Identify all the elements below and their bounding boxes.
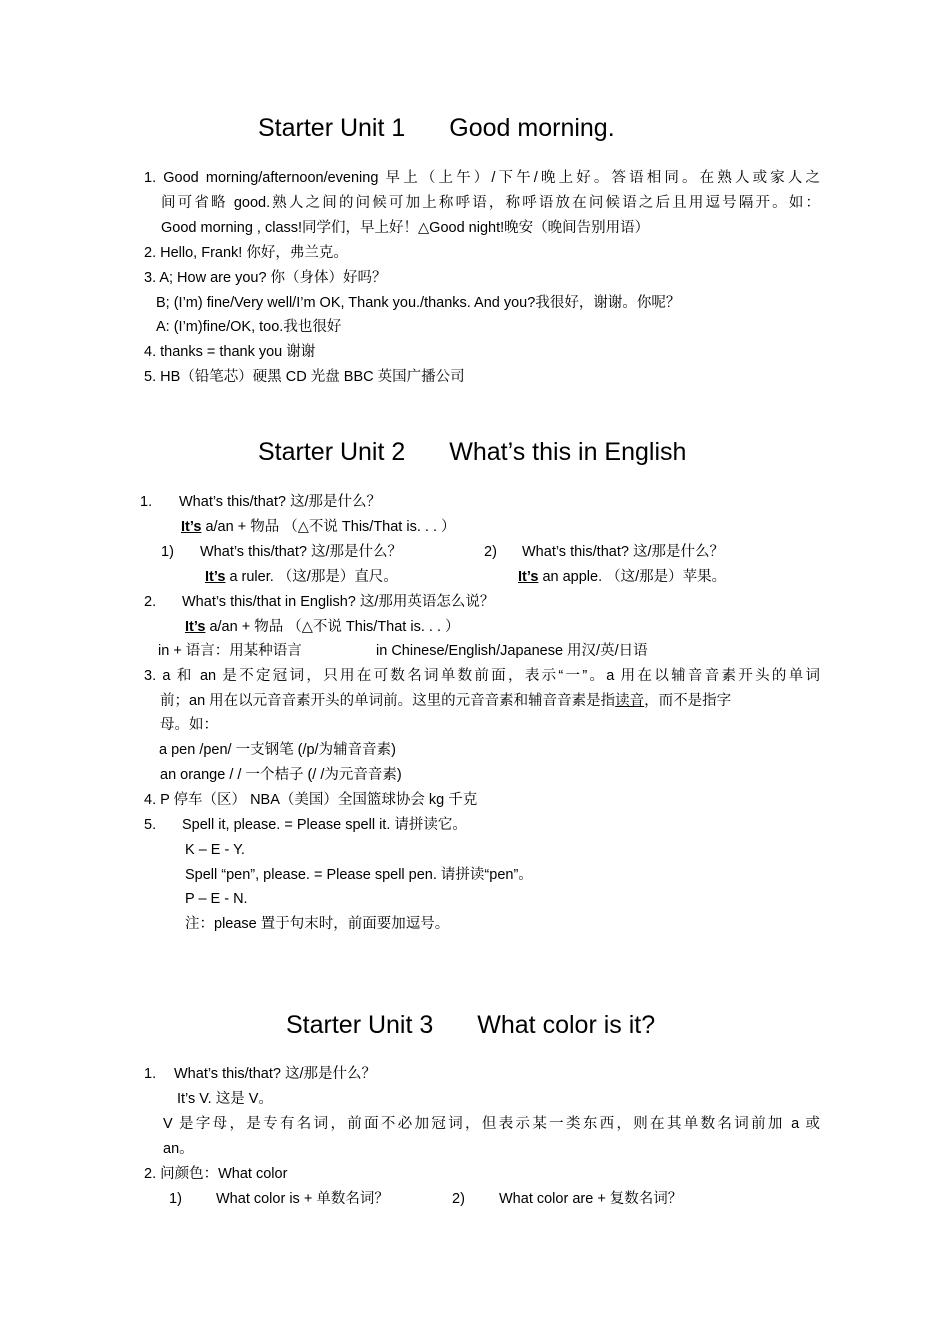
unit2-ex1: What’s this/that? 这/那是什么？: [200, 544, 402, 560]
unit2-p4: 4. P 停车（区） NBA（美国）全国篮球协会 kg 千克: [144, 792, 478, 808]
unit2-ex1-number: 1): [161, 544, 174, 560]
unit2-ex1-answer-text: a ruler. （这/那是）直尺。: [225, 569, 398, 585]
unit2-in-language-examples: in Chinese/English/Japanese 用汉/英/日语: [376, 643, 648, 659]
unit3-c2: What color are + 复数名词？: [499, 1191, 683, 1207]
unit2-q5-number: 5.: [144, 817, 157, 833]
unit1-item-3-a: A: (I’m)fine/OK, too.我也很好: [156, 319, 342, 335]
unit2-ex2-number: 2): [484, 544, 497, 560]
unit2-ex1-answer: [205, 567, 398, 587]
unit2-q5: Spell it, please. = Please spell it. 请拼读它。: [182, 817, 467, 833]
unit2-p3-line3: 母。如：: [160, 717, 218, 733]
its-keyword: It’s: [185, 619, 206, 635]
unit2-a2-rest: a/an + 物品 （△不说 This/That is. . . ）: [205, 619, 460, 635]
unit2-example-orange: an orange / / 一个桔子 (/ /为元音音素): [160, 767, 402, 783]
unit2-q1-number: 1.: [140, 494, 153, 510]
unit1-item-1-line1: 1. Good morning/afternoon/evening 早上（上午）/下午/晚上好。答语相同。在熟人或家人之: [144, 170, 820, 186]
unit1-item-3-b: B; (I’m) fine/Very well/I’m OK, Thank you./thanks. And you?我很好，谢谢。你呢？: [156, 295, 681, 311]
unit3-a1: It’s V. 这是 V。: [177, 1091, 273, 1107]
unit2-p3-line1: 3. a 和 an 是不定冠词，只用在可数名词单数前面，表示“一”。a 用在以辅音音素开头的单词: [144, 668, 820, 684]
unit3-title-number: Starter Unit 3: [286, 1011, 434, 1039]
unit2-spell-key: K – E - Y.: [185, 842, 245, 858]
unit1-item-1-line3: Good morning , class!同学们，早上好！△Good night!晚安（晚间告别用语）: [161, 220, 650, 236]
unit2-spell-pen: Spell “pen”, please. = Please spell pen. 请拼读“pen”。: [185, 867, 533, 883]
unit2-ex2-answer-text: an apple. （这/那是）苹果。: [538, 569, 727, 585]
unit3-q1-number: 1.: [144, 1066, 157, 1082]
unit2-ex2-answer: [518, 567, 726, 587]
unit1-title: [258, 114, 615, 143]
unit2-example-pen: a pen /pen/ 一支钢笔 (/p/为辅音音素): [159, 742, 396, 758]
unit2-p3-line2: [160, 691, 820, 711]
unit3-p1-line2: an。: [163, 1141, 194, 1157]
unit1-item-3: 3. A; How are you? 你（身体）好吗？: [144, 270, 387, 286]
unit3-c2-number: 2): [452, 1191, 465, 1207]
unit2-title-number: Starter Unit 2: [258, 438, 406, 466]
unit3-title-text: What color is it?: [477, 1011, 656, 1039]
its-keyword: It’s: [205, 569, 226, 585]
its-keyword: It’s: [181, 519, 202, 535]
unit1-item-1-line2: 间可省略 good.熟人之间的问候可加上称呼语，称呼语放在问候语之后且用逗号隔开。如：: [161, 195, 820, 211]
unit3-q2: 2. 问颜色：What color: [144, 1166, 288, 1182]
unit1-title-text: Good morning.: [449, 114, 615, 142]
unit2-a1: [181, 517, 456, 537]
unit2-title-text: What’s this in English: [449, 438, 687, 466]
unit2-in-language: in + 语言：用某种语言: [158, 643, 302, 659]
unit1-item-2: 2. Hello, Frank! 你好，弗兰克。: [144, 245, 348, 261]
unit3-title: [286, 1011, 655, 1040]
unit2-q2-number: 2.: [144, 594, 157, 610]
unit2-p3-line2-a: 前；an 用在以元音音素开头的单词前。这里的元音音素和辅音音素是指: [160, 693, 616, 709]
unit1-title-number: Starter Unit 1: [258, 114, 406, 142]
unit2-note: 注：please 置于句末时，前面要加逗号。: [185, 916, 450, 932]
unit2-a2: [185, 617, 460, 637]
unit3-c1: What color is + 单数名词？: [216, 1191, 389, 1207]
unit2-p3-line2-b: ，而不是指字: [644, 693, 732, 709]
unit1-item-4: 4. thanks = thank you 谢谢: [144, 344, 316, 360]
unit2-ex2: What’s this/that? 这/那是什么？: [522, 544, 724, 560]
unit3-p1-line1: V 是字母，是专有名词，前面不必加冠词，但表示某一类东西，则在其单数名词前加 a 或: [163, 1116, 820, 1132]
unit2-p3-underlined: 读音: [615, 693, 645, 709]
unit2-q2: What’s this/that in English? 这/那用英语怎么说？: [182, 594, 495, 610]
unit3-c1-number: 1): [169, 1191, 182, 1207]
unit2-q1: What’s this/that? 这/那是什么？: [179, 494, 381, 510]
unit1-item-5: 5. HB（铅笔芯）硬黑 CD 光盘 BBC 英国广播公司: [144, 369, 465, 385]
unit2-a1-rest: a/an + 物品 （△不说 This/That is. . . ）: [201, 519, 456, 535]
its-keyword: It’s: [518, 569, 539, 585]
unit2-spell-pen-letters: P – E - N.: [185, 891, 248, 907]
unit3-q1: What’s this/that? 这/那是什么？: [174, 1066, 376, 1082]
unit2-title: [258, 438, 686, 467]
